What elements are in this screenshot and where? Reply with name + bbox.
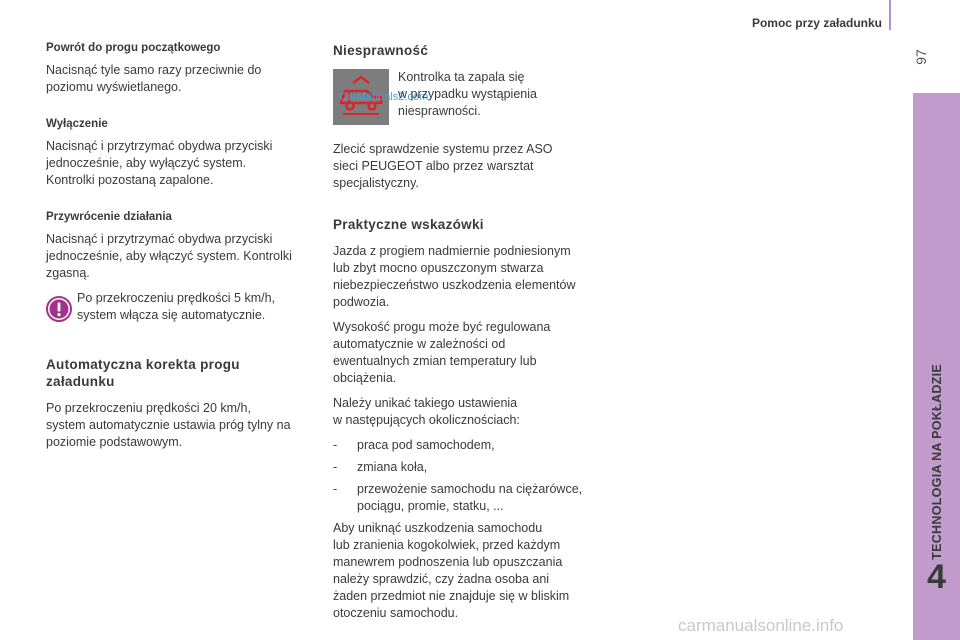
section-heading-tips: Praktyczne wskazówki [333, 217, 484, 232]
section-text-disable: Nacisnąć i przytrzymać obydwa przyciski jednocześnie, aby wyłączyć system. Kontrolki pozostaną zapalone. [46, 139, 273, 187]
middle-column [333, 42, 608, 630]
warning-text: Po przekroczeniu prędkości 5 km/h, system włącza się automatycznie. [77, 291, 276, 322]
section-text-auto-correction: Po przekroczeniu prędkości 20 km/h, system automatycznie ustawia próg tylny na poziomie podstawowym. [46, 401, 291, 449]
tips-bullet-list [333, 437, 608, 515]
tips-paragraph-2: Wysokość progu może być regulowana automatycznie w zależności od ewentualnych zmian temperatury lub obciążenia. [333, 320, 551, 385]
watermark-top: CarManuals2.com [339, 91, 429, 103]
fault-text: Zlecić sprawdzenie systemu przez ASO sieci PEUGEOT albo przez warsztat specjalistyczny. [333, 142, 553, 190]
warning-note [46, 290, 318, 324]
tips-paragraph-1: Jazda z progiem nadmiernie podniesionym lub zbyt mocno opuszczonym stwarza niebezpieczeństwo uszkodzenia elementów podwozia. [333, 244, 576, 309]
left-column [46, 42, 318, 459]
section-heading-auto-correction: Automatyczna korekta progu załadunku [46, 357, 240, 389]
running-header: Pomoc przy załadunku [751, 16, 882, 30]
watermark-bottom: carmanualsonline.info [678, 616, 844, 635]
section-text-restore: Nacisnąć i przytrzymać obydwa przyciski jednocześnie, aby włączyć system. Kontrolki zgasną. [46, 232, 292, 280]
fault-lamp-tile [333, 69, 429, 125]
list-item: - zmiana koła, [333, 460, 428, 474]
chapter-title-container [913, 120, 960, 560]
section-heading-fault: Niesprawność [333, 43, 429, 58]
page-number: 97 [913, 49, 929, 65]
list-item: - przewożenie samochodu na ciężarówce, pociągu, promie, statku, ... [333, 482, 583, 513]
fault-lamp-block [333, 69, 608, 133]
chapter-title: TECHNOLOGIA NA POKŁADZIE [929, 364, 944, 560]
fault-lamp-text: Kontrolka ta zapala się w przypadku wystąpienia niesprawności. [398, 70, 537, 118]
list-item: - praca pod samochodem, [333, 438, 495, 452]
exclamation-warning-icon [46, 296, 72, 322]
section-heading-restore: Przywrócenie działania [46, 211, 172, 223]
section-heading-disable: Wyłączenie [46, 118, 108, 130]
section-text-reset: Nacisnąć tyle samo razy przeciwnie do poziomu wyświetlanego. [46, 63, 262, 94]
section-heading-reset: Powrót do progu początkowego [46, 42, 221, 54]
chapter-number: 4 [927, 558, 946, 596]
tips-paragraph-3: Należy unikać takiego ustawienia w następujących okolicznościach: [333, 396, 520, 427]
header-divider [889, 0, 891, 30]
tips-paragraph-4: Aby uniknąć uszkodzenia samochodu lub zranienia kogokolwiek, przed każdym manewrem podnoszenia lub opuszczania należy sprawdzić, czy żadna osoba ani żaden przedmiot nie znajduje się w bliskim otoczeniu samochodu. [333, 521, 570, 620]
